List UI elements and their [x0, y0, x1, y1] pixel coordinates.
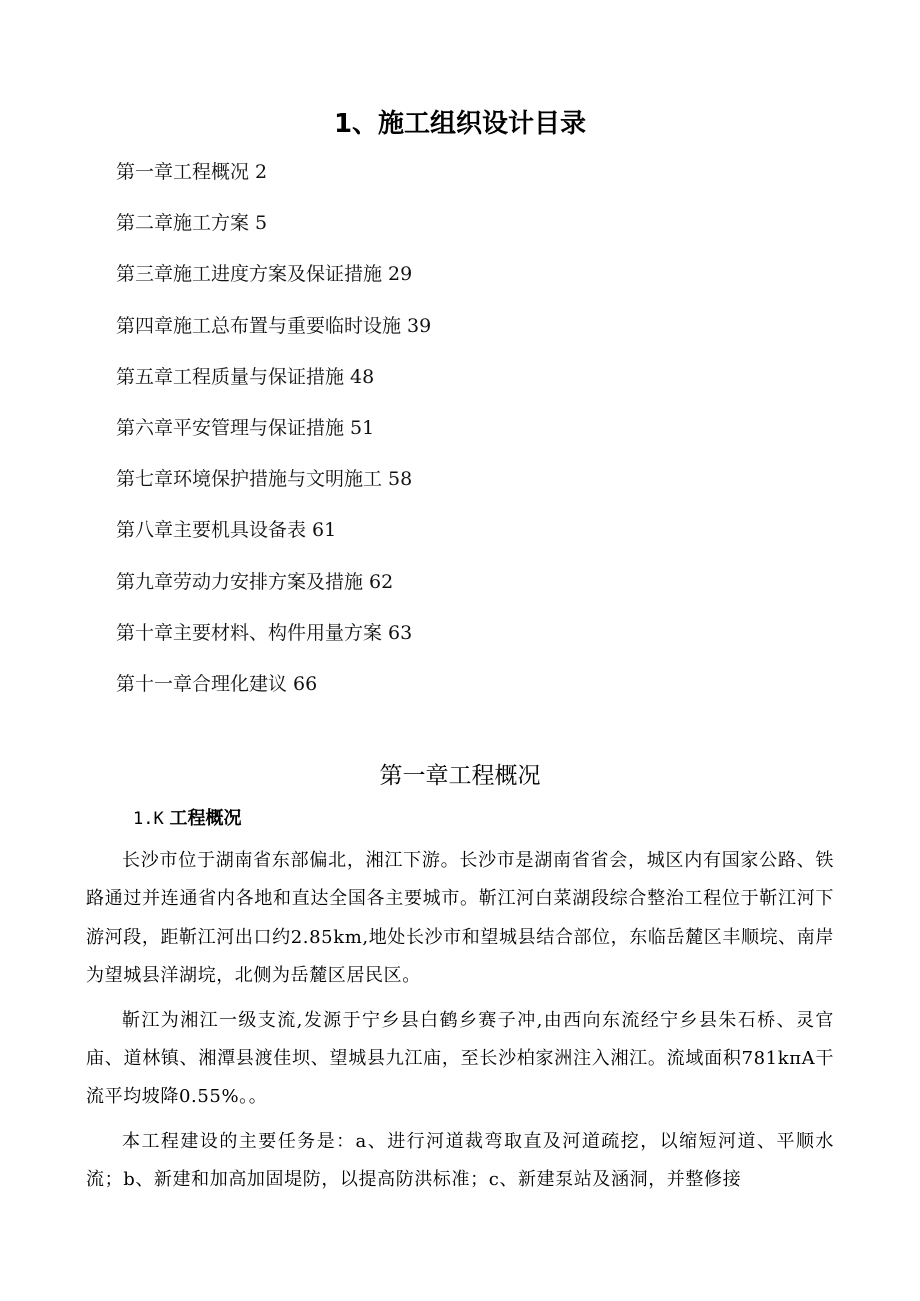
toc-item[interactable]: 第一章工程概况 2 — [116, 161, 268, 183]
paragraph: 长沙市位于湖南省东部偏北，湘江下游。长沙市是湖南省省会，城区内有国家公路、铁路通过并连通省内各地和直达全国各主要城市。靳江河白菜湖段综合整治工程位于靳江河下游河段，距靳江河出口约2.85km,地处长沙市和望城县结合部位，东临岳麓区丰顺垸、南岸为望城县洋湖垸，北侧为岳麓区居民区。 — [86, 850, 834, 987]
toc-item[interactable]: 第十章主要材料、构件用量方案 63 — [116, 621, 413, 644]
toc-item[interactable]: 第七章环境保护措施与文明施工 58 — [116, 468, 413, 491]
toc-item[interactable]: 第八章主要机具设备表 61 — [116, 519, 337, 542]
paragraph: 本工程建设的主要任务是：a、进行河道裁弯取直及河道疏挖，以缩短河道、平顺水流；b、新建和加高加固堤防，以提高防洪标准；c、新建泵站及涵洞，并整修接 — [86, 1130, 834, 1191]
section-heading — [133, 802, 241, 836]
toc-item[interactable]: 第九章劳动力安排方案及措施 62 — [116, 570, 394, 593]
toc-item[interactable]: 第三章施工进度方案及保证措施 29 — [116, 263, 413, 286]
toc-item[interactable]: 第四章施工总布置与重要临时设施 39 — [116, 314, 432, 337]
toc-item[interactable]: 第十一章合理化建议 66 — [116, 672, 318, 695]
table-of-contents — [116, 154, 431, 717]
toc-item[interactable]: 第五章工程质量与保证措施 48 — [116, 365, 375, 388]
section-label: 工程概况 — [169, 808, 242, 829]
section-number: 1.K — [133, 809, 164, 829]
toc-item[interactable]: 第六章平安管理与保证措施 51 — [116, 416, 375, 439]
chapter-title: 第一章工程概况 — [379, 763, 541, 789]
paragraph: 靳江为湘江一级支流,发源于宁乡县白鹤乡赛子冲,由西向东流经宁乡县朱石桥、灵官庙、道林镇、湘潭县渡佳坝、望城县九江庙，至长沙柏家洲注入湘江。流域面积781kπA干流平均坡降0.55%。。 — [86, 1009, 834, 1108]
body-text — [86, 842, 834, 1206]
document-title: 1、施工组织设计目录 — [333, 109, 587, 139]
toc-item[interactable]: 第二章施工方案 5 — [116, 212, 268, 235]
